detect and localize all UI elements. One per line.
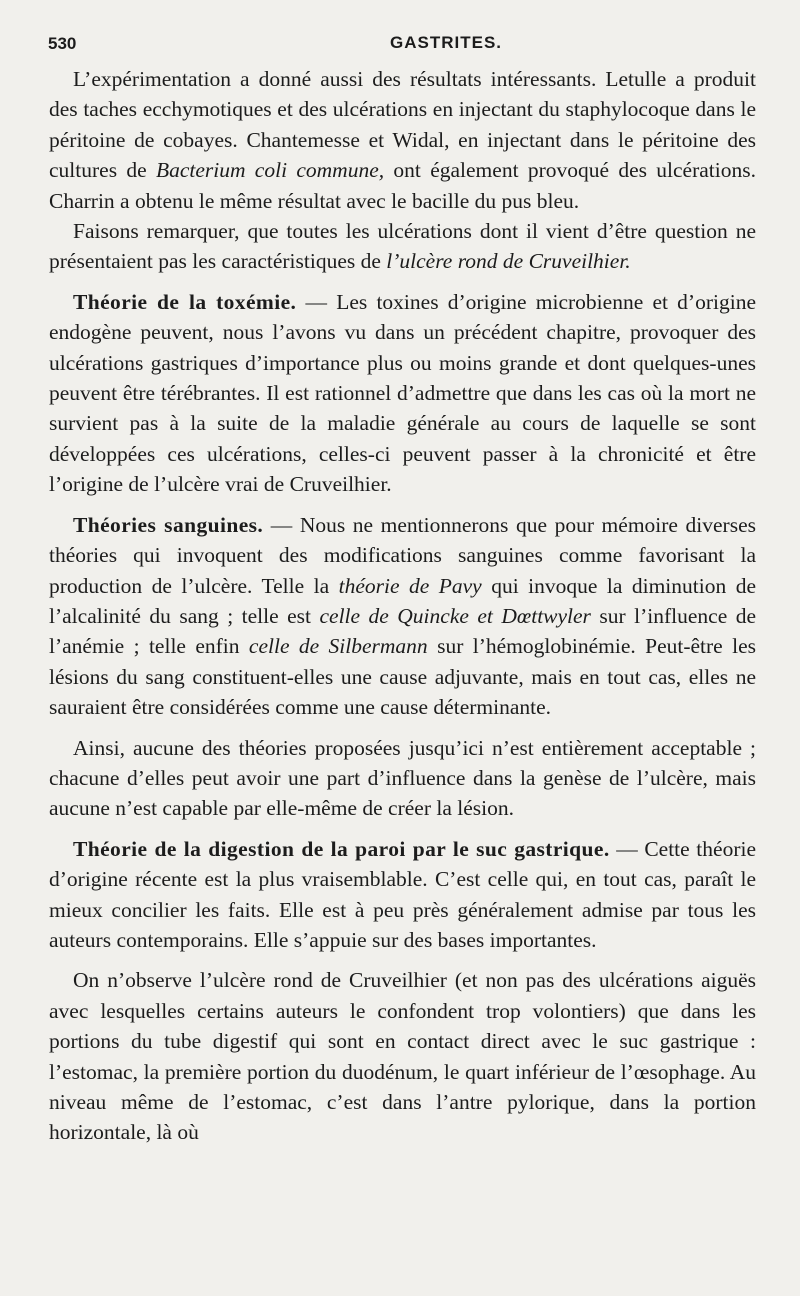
section-heading: Théorie de la toxémie.	[73, 289, 297, 314]
page-number: 530	[48, 34, 77, 53]
paragraph-text: Ainsi, aucune des théories proposées jusqu’ici n’est entièrement acceptable ; chacune d’elles peut avoir une part d’influence dans la genèse de l’ulcère, mais aucune n’est capable par elle-même de créer la lésion.	[49, 735, 756, 821]
page-header	[48, 30, 760, 56]
paragraph-text: — Cette théorie d’origine récente est la plus vraisemblable. C’est celle qui, en tout cas, paraît le mieux concilier les faits. Elle est à peu près généralement admise par tous les auteurs contemporains. Elle s’appuie sur des bases importantes.	[49, 836, 756, 952]
paragraph-text: qui invoque la diminution de l’alcalinité du sang ; telle est	[49, 573, 756, 628]
paragraph-text: ont également provoqué des ulcérations. Charrin a obtenu le même résultat avec le bacille du pus bleu.	[49, 158, 756, 213]
paragraph-remark	[49, 216, 756, 277]
paragraph-text: L’expérimentation a donné aussi des résultats intéressants. Letulle a produit des taches ecchymotiques et des ulcérations en injectant du staphylocoque dans le péritoine de cobayes. Chantemesse et Widal, en injectant dans le péritoine des cultures de	[49, 67, 756, 183]
paragraph-text: — Nous ne mentionnerons que pour mémoire diverses théories qui invoquent des modifications sanguines comme favorisant la production de l’ulcère. Telle la	[49, 512, 756, 598]
section-heading: Théories sanguines.	[73, 512, 264, 537]
paragraph-text: Faisons remarquer, que toutes les ulcérations dont il vient d’être question ne présentaient pas les caractéristiques de	[49, 219, 756, 274]
paragraph-text: sur l’hémoglobinémie. Peut-être les lésions du sang constituent-elles une cause adjuvante, mais en tout cas, elles ne sauraient être considérées comme une cause déterminante.	[49, 634, 756, 720]
paragraph-observation	[49, 965, 756, 1147]
section-heading: Théorie de la digestion de la paroi par le suc gastrique.	[73, 836, 610, 861]
paragraph-toxemie	[49, 287, 756, 500]
paragraph-ainsi	[49, 733, 756, 824]
paragraph-sanguines	[49, 510, 756, 723]
paragraph-experimentation	[49, 64, 756, 216]
italic-text: Bacterium coli commune,	[155, 158, 385, 183]
italic-text: celle de Quincke et Dœttwyler	[319, 603, 591, 628]
paragraph-text: — Les toxines d’origine microbienne et d’origine endogène peuvent, nous l’avons vu dans un précédent chapitre, provoquer des ulcérations gastriques d’importance plus ou moins grande et dont quelques-unes peuvent être térébrantes. Il est rationnel d’admettre que dans les cas où la mort ne survient pas à la suite de la maladie générale au cours de laquelle se sont développées ces ulcérations, celles-ci peuvent passer à la chronicité et être l’origine de l’ulcère vrai de Cruveilhier.	[49, 289, 756, 497]
paragraph-digestion	[49, 834, 756, 956]
running-head: GASTRITES.	[390, 33, 503, 52]
italic-text: théorie de Pavy	[338, 573, 482, 598]
page-body	[49, 64, 756, 1148]
paragraph-text: sur l’influence de l’anémie ; telle enfin	[49, 603, 757, 659]
italic-text: celle de Silbermann	[248, 634, 428, 659]
paragraph-text: On n’observe l’ulcère rond de Cruveilhier (et non pas des ulcérations aiguës avec lesquelles certains auteurs le confondent trop volontiers) que dans les portions du tube digestif qui sont en contact direct avec le suc gastrique : l’estomac, la première portion du duodénum, le quart inférieur de l’œsophage. Au niveau même de l’estomac, c’est dans l’antre pylorique, dans la portion horizontale, là où	[49, 968, 756, 1145]
italic-text: l’ulcère rond de Cruveilhier.	[386, 249, 631, 274]
